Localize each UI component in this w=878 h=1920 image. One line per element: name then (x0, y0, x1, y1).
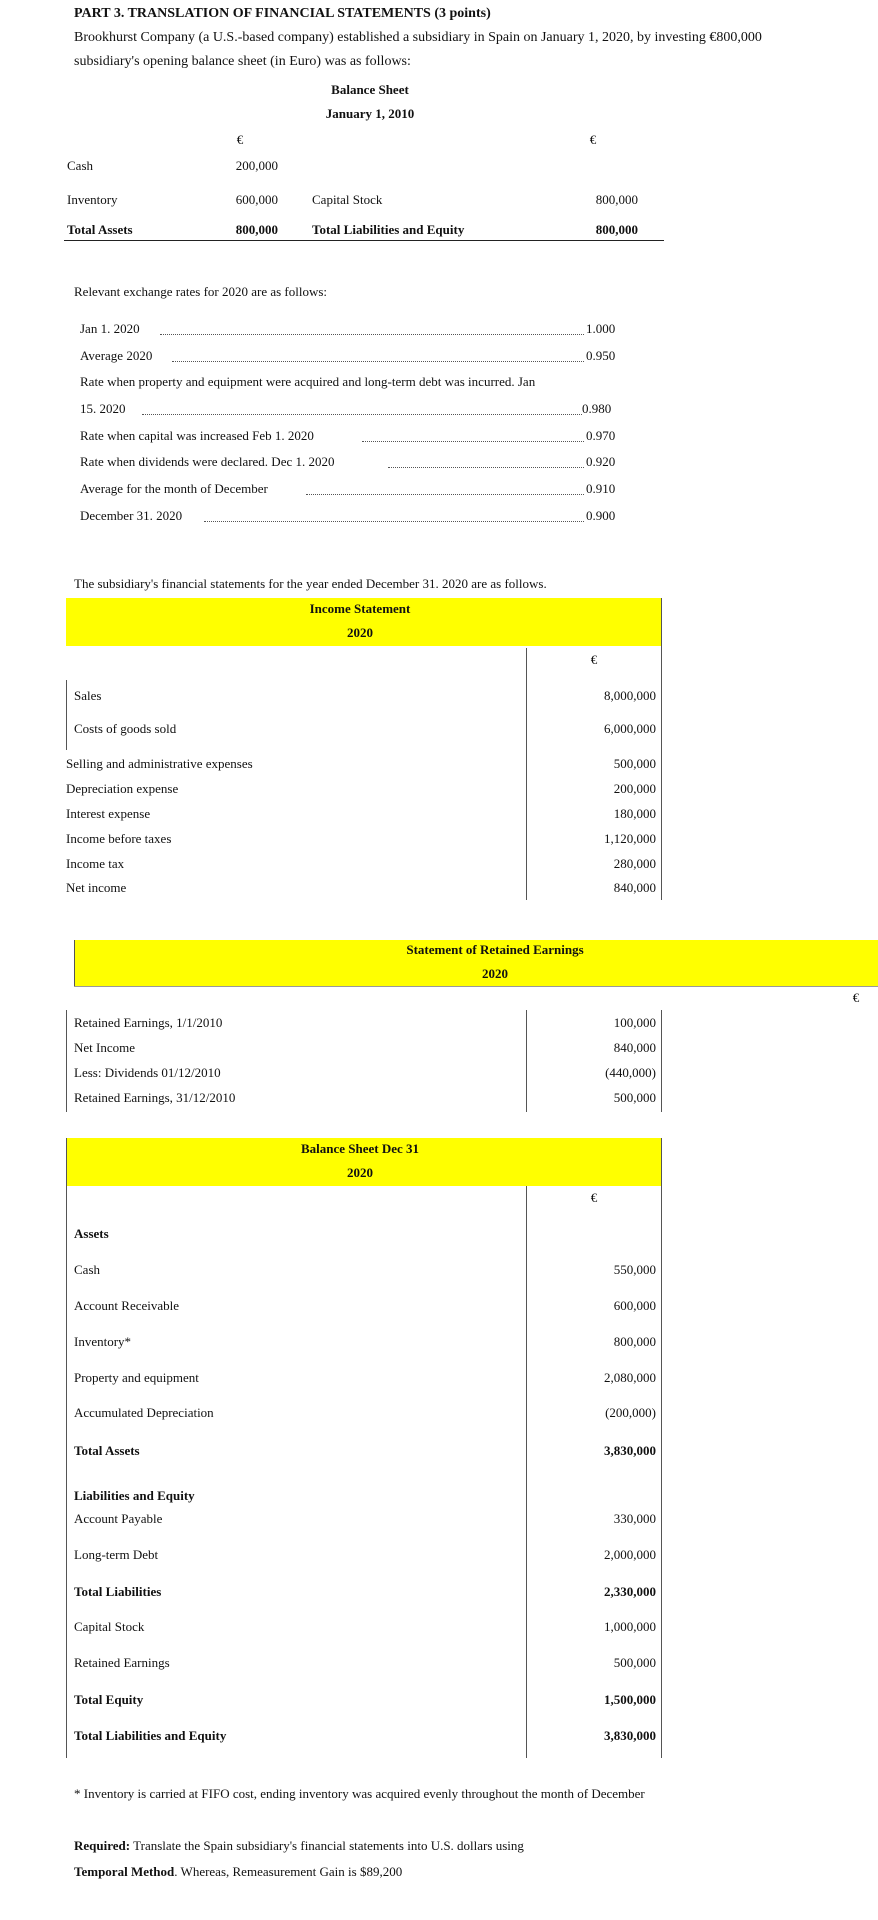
re-row-label: Net Income (74, 1040, 136, 1055)
divider (64, 240, 664, 241)
bs-row-label: Retained Earnings (74, 1655, 170, 1670)
footnote: * Inventory is carried at FIFO cost, ending inventory was acquired evenly throughout the month of December (74, 1786, 645, 1801)
bs-section-heading: Assets (74, 1226, 109, 1241)
income-row-value: 8,000,000 (604, 688, 656, 703)
bs-total-label: Total Liabilities and Equity (74, 1728, 227, 1743)
intro-line-2: subsidiary's opening balance sheet (in Euro) was as follows: (74, 54, 411, 69)
currency-symbol: € (590, 652, 598, 667)
income-row-value: 1,120,000 (604, 831, 656, 846)
income-row-label: Costs of goods sold (74, 721, 177, 736)
leader-dots (306, 494, 584, 495)
table-border (66, 680, 67, 750)
bs-row-label: Property and equipment (74, 1370, 199, 1385)
required-method: Temporal Method (74, 1864, 175, 1879)
required-line-2 (74, 1864, 402, 1880)
retained-earnings-year: 2020 (482, 966, 508, 981)
bs-row-label: Account Receivable (74, 1298, 180, 1313)
bs-row-label: Long-term Debt (74, 1547, 159, 1562)
rate-value: 0.920 (586, 454, 616, 469)
bs-row-label: Accumulated Depreciation (74, 1405, 214, 1420)
re-row-label: Retained Earnings, 31/12/2010 (74, 1090, 236, 1105)
rate-label: Rate when dividends were declared. Dec 1. 2020 (80, 454, 335, 469)
re-row-value: 100,000 (613, 1015, 656, 1030)
leader-dots (172, 361, 584, 362)
rate-value: 0.970 (586, 428, 616, 443)
bs-row-value: 800,000 (613, 1334, 656, 1349)
table-border (66, 1010, 67, 1112)
income-row-value: 200,000 (613, 781, 656, 796)
opening-bs-date: January 1, 2010 (325, 106, 415, 121)
intro-line-1: Brookhurst Company (a U.S.-based company) established a subsidiary in Spain on January 1, 2020, by investing €800,000 (74, 30, 762, 45)
bs-row-value: 550,000 (613, 1262, 656, 1277)
bs-row-label: Inventory* (74, 1334, 132, 1349)
bs-row-label: Account Payable (74, 1511, 163, 1526)
income-statement-year: 2020 (347, 625, 373, 640)
bs-row-value: 330,000 (613, 1511, 656, 1526)
bs-total-label: Total Equity (74, 1692, 144, 1707)
bs-row-value: 2,080,000 (604, 1370, 656, 1385)
income-row-value: 840,000 (613, 880, 656, 895)
table-border (661, 1138, 662, 1758)
leader-dots (160, 334, 584, 335)
balance-sheet-title: Balance Sheet Dec 31 (300, 1141, 420, 1156)
income-row-label: Interest expense (66, 806, 151, 821)
table-border (66, 1138, 67, 1758)
opening-bs-title: Balance Sheet (331, 82, 409, 97)
table-border (526, 1010, 527, 1112)
re-row-value: 500,000 (613, 1090, 656, 1105)
rate-value: 0.900 (586, 508, 616, 523)
required-text: Translate the Spain subsidiary's financial statements into U.S. dollars using (130, 1838, 524, 1853)
bs-row-label: Cash (74, 1262, 100, 1277)
rate-label: Jan 1. 2020 (80, 321, 140, 336)
currency-symbol: € (590, 1190, 598, 1205)
income-row-value: 180,000 (613, 806, 656, 821)
opening-bs-value: 800,000 (595, 192, 638, 207)
table-border (661, 1010, 662, 1112)
rate-label: December 31. 2020 (80, 508, 183, 523)
rate-label: 15. 2020 (80, 401, 126, 416)
rate-label: Average for the month of December (80, 481, 268, 496)
leader-dots (362, 441, 584, 442)
bs-section-heading: Liabilities and Equity (74, 1488, 195, 1503)
income-row-label: Sales (74, 688, 102, 703)
opening-bs-label: Inventory (67, 192, 118, 207)
required-label: Required: (74, 1838, 131, 1853)
fs-intro: The subsidiary's financial statements for the year ended December 31. 2020 are as follows. (74, 576, 547, 591)
rate-value: 0.950 (586, 348, 616, 363)
rates-intro: Relevant exchange rates for 2020 are as follows: (74, 284, 328, 299)
rate-value: 0.980 (582, 401, 612, 416)
income-row-value: 500,000 (613, 756, 656, 771)
table-border (661, 598, 662, 900)
bs-row-value: 600,000 (613, 1298, 656, 1313)
bs-total-value: 3,830,000 (604, 1443, 656, 1458)
leader-dots (204, 521, 584, 522)
re-row-label: Less: Dividends 01/12/2010 (74, 1065, 221, 1080)
re-row-value: 840,000 (613, 1040, 656, 1055)
bs-row-value: 1,000,000 (604, 1619, 656, 1634)
opening-bs-total-value: 800,000 (595, 222, 638, 237)
re-row-label: Retained Earnings, 1/1/2010 (74, 1015, 223, 1030)
income-row-label: Income before taxes (66, 831, 172, 846)
income-row-value: 280,000 (613, 856, 656, 871)
re-row-value: (440,000) (605, 1065, 656, 1080)
income-row-value: 6,000,000 (604, 721, 656, 736)
opening-bs-total-label: Total Assets (67, 222, 133, 237)
income-row-label: Selling and administrative expenses (66, 756, 253, 771)
table-border (526, 648, 527, 900)
opening-bs-value: 200,000 (235, 158, 278, 173)
rate-label: Average 2020 (80, 348, 153, 363)
bs-total-label: Total Assets (74, 1443, 140, 1458)
divider (74, 986, 878, 987)
part-title: PART 3. TRANSLATION OF FINANCIAL STATEMENTS (3 points) (74, 6, 491, 21)
retained-earnings-title: Statement of Retained Earnings (406, 942, 584, 957)
opening-bs-label: Cash (67, 158, 93, 173)
opening-bs-total-label: Total Liabilities and Equity (312, 222, 465, 237)
income-statement-title: Income Statement (309, 601, 411, 616)
bs-total-value: 1,500,000 (604, 1692, 656, 1707)
rate-value: 1.000 (586, 321, 616, 336)
bs-total-value: 2,330,000 (604, 1584, 656, 1599)
rate-label: Rate when capital was increased Feb 1. 2020 (80, 428, 314, 443)
opening-bs-total-value: 800,000 (235, 222, 278, 237)
bs-row-value: 500,000 (613, 1655, 656, 1670)
currency-symbol: € (589, 132, 597, 147)
currency-symbol: € (852, 990, 860, 1005)
bs-row-value: (200,000) (605, 1405, 656, 1420)
rate-label: Rate when property and equipment were acquired and long-term debt was incurred. Jan (80, 374, 536, 389)
leader-dots (388, 467, 584, 468)
currency-symbol: € (236, 132, 244, 147)
bs-row-label: Capital Stock (74, 1619, 145, 1634)
bs-total-value: 3,830,000 (604, 1728, 656, 1743)
rate-value: 0.910 (586, 481, 616, 496)
table-border (526, 1186, 527, 1758)
opening-bs-value: 600,000 (235, 192, 278, 207)
required-line-1 (74, 1838, 524, 1854)
table-border (74, 940, 75, 986)
bs-row-value: 2,000,000 (604, 1547, 656, 1562)
balance-sheet-year: 2020 (347, 1165, 373, 1180)
bs-total-label: Total Liabilities (74, 1584, 162, 1599)
opening-bs-label: Capital Stock (312, 192, 383, 207)
income-row-label: Net income (66, 880, 127, 895)
leader-dots (142, 414, 582, 415)
income-row-label: Depreciation expense (66, 781, 179, 796)
required-text: . Whereas, Remeasurement Gain is $89,200 (174, 1864, 403, 1879)
income-row-label: Income tax (66, 856, 125, 871)
